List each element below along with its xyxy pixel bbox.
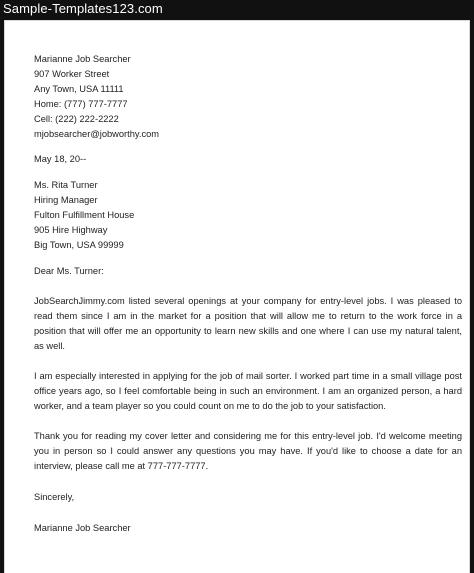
recipient-company: Fulton Fulfillment House xyxy=(34,210,135,220)
cover-letter xyxy=(34,52,464,536)
letter-date: May 18, 20-- xyxy=(34,154,87,164)
closing: Sincerely, xyxy=(34,492,75,502)
sender-city: Any Town, USA 11111 xyxy=(34,84,124,94)
recipient-city: Big Town, USA 99999 xyxy=(34,240,124,250)
recipient-address xyxy=(34,178,464,253)
body-paragraph-2: I am especially interested in applying for the job of mail sorter. I worked part time in a small village post office years ago, so I feel comfortable being in such an environment. I am an organized person, a hard worker, and a team player so you could count on me to do the job to your satisfaction. xyxy=(34,371,462,411)
recipient-street: 905 Hire Highway xyxy=(34,225,108,235)
letter-page xyxy=(4,20,470,573)
sender-name: Marianne Job Searcher xyxy=(34,54,131,64)
watermark-text: Sample-Templates123.com xyxy=(3,1,163,16)
sender-street: 907 Worker Street xyxy=(34,69,110,79)
sender-address xyxy=(34,52,464,142)
signature-name: Marianne Job Searcher xyxy=(34,523,131,533)
sender-email: mjobsearcher@jobworthy.com xyxy=(34,129,160,139)
salutation: Dear Ms. Turner: xyxy=(34,266,104,276)
sender-home-phone: Home: (777) 777-7777 xyxy=(34,99,128,109)
body-paragraph-1: JobSearchJimmy.com listed several openings at your company for entry-level jobs. I was pleased to read them since I am in the market for a position that will allow me to return to the work force in a position that will offer me an opportunity to learn new skills and one where I can use my natural talent, as well. xyxy=(34,296,462,351)
recipient-title: Hiring Manager xyxy=(34,195,98,205)
body-paragraph-3: Thank you for reading my cover letter and considering me for this entry-level job. I'd welcome meeting you in person so I could answer any questions you may have. If you'd like to choose a date for an interview, please call me at 777-777-7777. xyxy=(34,431,462,471)
sender-cell-phone: Cell: (222) 222-2222 xyxy=(34,114,119,124)
recipient-name: Ms. Rita Turner xyxy=(34,180,98,190)
